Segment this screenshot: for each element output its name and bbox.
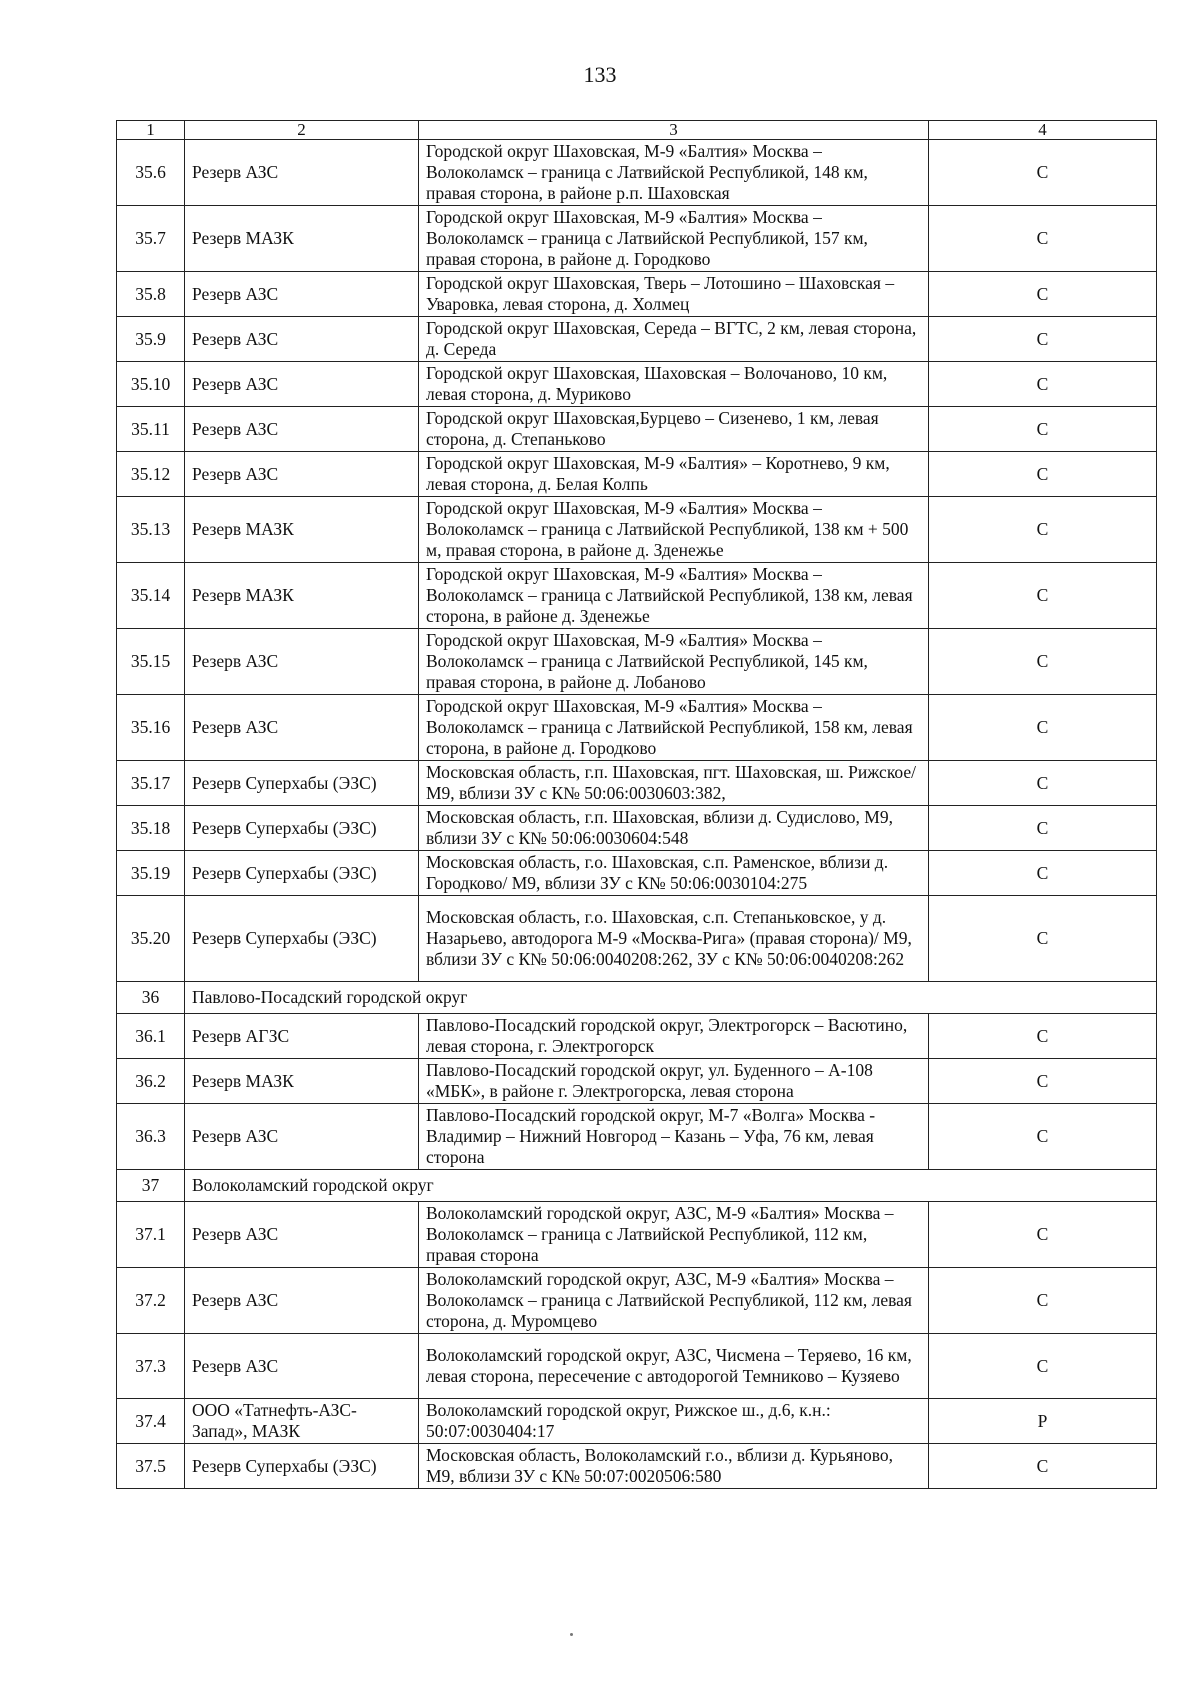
object-name: Резерв АЗС xyxy=(185,1202,419,1268)
object-address: Городской округ Шаховская, М-9 «Балтия» Москва – Волоколамск – граница с Латвийской Республикой, 138 км + 500 м, правая сторона, в районе д. Зденежье xyxy=(419,497,929,563)
category-code: С xyxy=(929,140,1157,206)
row-number: 36.1 xyxy=(117,1014,185,1059)
object-name: Резерв АЗС xyxy=(185,272,419,317)
object-name: Резерв АЗС xyxy=(185,1268,419,1334)
object-name: Резерв АЗС xyxy=(185,629,419,695)
object-name: Резерв Суперхабы (ЭЗС) xyxy=(185,896,419,982)
table-row xyxy=(117,761,1157,806)
object-name: Резерв АЗС xyxy=(185,695,419,761)
object-address: Павлово-Посадский городской округ, Электрогорск – Васютино, левая сторона, г. Электрогорск xyxy=(419,1014,929,1059)
row-number: 35.17 xyxy=(117,761,185,806)
object-address: Городской округ Шаховская, М-9 «Балтия» – Коротнево, 9 км, левая сторона, д. Белая Колпь xyxy=(419,452,929,497)
category-code: С xyxy=(929,1014,1157,1059)
object-address: Городской округ Шаховская, М-9 «Балтия» Москва – Волоколамск – граница с Латвийской Республикой, 145 км, правая сторона, в районе д. Лобаново xyxy=(419,629,929,695)
object-name: Резерв АЗС xyxy=(185,317,419,362)
category-code: Р xyxy=(929,1399,1157,1444)
category-code: С xyxy=(929,851,1157,896)
row-number: 35.8 xyxy=(117,272,185,317)
group-row xyxy=(117,982,1157,1014)
category-code: С xyxy=(929,497,1157,563)
object-address: Московская область, г.п. Шаховская, пгт. Шаховская, ш. Рижское/ М9, вблизи ЗУ с К№ 50:06:0030603:382, xyxy=(419,761,929,806)
object-address: Московская область, г.о. Шаховская, с.п. Раменское, вблизи д. Городково/ М9, вблизи ЗУ с К№ 50:06:0030104:275 xyxy=(419,851,929,896)
table-row xyxy=(117,1399,1157,1444)
object-address: Московская область, г.п. Шаховская, вблизи д. Судислово, М9, вблизи ЗУ с К№ 50:06:0030604:548 xyxy=(419,806,929,851)
row-number: 37.2 xyxy=(117,1268,185,1334)
group-number: 36 xyxy=(117,982,185,1014)
object-name: Резерв АГЗС xyxy=(185,1014,419,1059)
table-row xyxy=(117,896,1157,982)
category-code: С xyxy=(929,362,1157,407)
row-number: 35.16 xyxy=(117,695,185,761)
object-address: Городской округ Шаховская, Середа – ВГТС, 2 км, левая сторона, д. Середа xyxy=(419,317,929,362)
object-name: Резерв АЗС xyxy=(185,1334,419,1399)
row-number: 37.3 xyxy=(117,1334,185,1399)
row-number: 35.12 xyxy=(117,452,185,497)
row-number: 37.4 xyxy=(117,1399,185,1444)
row-number: 35.11 xyxy=(117,407,185,452)
registry-table-body xyxy=(117,121,1157,1489)
category-code: С xyxy=(929,806,1157,851)
row-number: 35.15 xyxy=(117,629,185,695)
table-row xyxy=(117,452,1157,497)
category-code: С xyxy=(929,317,1157,362)
category-code: С xyxy=(929,1268,1157,1334)
object-address: Павлово-Посадский городской округ, ул. Буденного – А-108 «МБК», в районе г. Электрогорска, левая сторона xyxy=(419,1059,929,1104)
object-name: Резерв АЗС xyxy=(185,407,419,452)
table-row xyxy=(117,1202,1157,1268)
table-row xyxy=(117,1444,1157,1489)
table-row xyxy=(117,317,1157,362)
row-number: 35.9 xyxy=(117,317,185,362)
category-code: С xyxy=(929,407,1157,452)
object-name: Резерв АЗС xyxy=(185,1104,419,1170)
object-name: Резерв МАЗК xyxy=(185,563,419,629)
group-row xyxy=(117,1170,1157,1202)
object-address: Волоколамский городской округ, АЗС, М-9 «Балтия» Москва – Волоколамск – граница с Латвийской Республикой, 112 км, левая сторона, д. Муромцево xyxy=(419,1268,929,1334)
object-name: Резерв МАЗК xyxy=(185,1059,419,1104)
table-row xyxy=(117,695,1157,761)
table-row xyxy=(117,1334,1157,1399)
table-row xyxy=(117,497,1157,563)
object-address: Волоколамский городской округ, Рижское ш., д.6, к.н.: 50:07:0030404:17 xyxy=(419,1399,929,1444)
row-number: 37.1 xyxy=(117,1202,185,1268)
object-address: Городской округ Шаховская, М-9 «Балтия» Москва – Волоколамск – граница с Латвийской Республикой, 158 км, левая сторона, в районе д. Городково xyxy=(419,695,929,761)
row-number: 35.7 xyxy=(117,206,185,272)
object-name: Резерв Суперхабы (ЭЗС) xyxy=(185,1444,419,1489)
object-name: Резерв АЗС xyxy=(185,452,419,497)
table-row xyxy=(117,851,1157,896)
object-address: Городской округ Шаховская, М-9 «Балтия» Москва – Волоколамск – граница с Латвийской Республикой, 157 км, правая сторона, в районе д. Городково xyxy=(419,206,929,272)
table-row xyxy=(117,206,1157,272)
object-address: Волоколамский городской округ, АЗС, Чисмена – Теряево, 16 км, левая сторона, пересечение с автодорогой Темниково – Кузяево xyxy=(419,1334,929,1399)
group-title: Волоколамский городской округ xyxy=(185,1170,1157,1202)
category-code: С xyxy=(929,629,1157,695)
object-name: Резерв Суперхабы (ЭЗС) xyxy=(185,806,419,851)
object-name: Резерв МАЗК xyxy=(185,206,419,272)
column-header-4: 4 xyxy=(929,121,1157,140)
category-code: С xyxy=(929,563,1157,629)
object-address: Городской округ Шаховская,Бурцево – Сизенево, 1 км, левая сторона, д. Степаньково xyxy=(419,407,929,452)
object-address: Московская область, Волоколамский г.о., вблизи д. Курьяново, М9, вблизи ЗУ с К№ 50:07:0020506:580 xyxy=(419,1444,929,1489)
column-header-3: 3 xyxy=(419,121,929,140)
table-row xyxy=(117,140,1157,206)
category-code: С xyxy=(929,1202,1157,1268)
object-address: Городской округ Шаховская, Тверь – Лотошино – Шаховская – Уваровка, левая сторона, д. Холмец xyxy=(419,272,929,317)
table-row xyxy=(117,407,1157,452)
category-code: С xyxy=(929,761,1157,806)
table-row xyxy=(117,1268,1157,1334)
category-code: С xyxy=(929,206,1157,272)
object-name: Резерв МАЗК xyxy=(185,497,419,563)
category-code: С xyxy=(929,1334,1157,1399)
category-code: С xyxy=(929,695,1157,761)
row-number: 35.13 xyxy=(117,497,185,563)
scan-speck xyxy=(570,1633,573,1636)
category-code: С xyxy=(929,272,1157,317)
table-row xyxy=(117,806,1157,851)
table-row xyxy=(117,1014,1157,1059)
object-name: ООО «Татнефть-АЗС-Запад», МАЗК xyxy=(185,1399,419,1444)
row-number: 36.3 xyxy=(117,1104,185,1170)
table-row xyxy=(117,563,1157,629)
row-number: 35.14 xyxy=(117,563,185,629)
group-title: Павлово-Посадский городской округ xyxy=(185,982,1157,1014)
column-header-1: 1 xyxy=(117,121,185,140)
table-row xyxy=(117,362,1157,407)
row-number: 37.5 xyxy=(117,1444,185,1489)
object-address: Городской округ Шаховская, М-9 «Балтия» Москва – Волоколамск – граница с Латвийской Республикой, 148 км, правая сторона, в районе р.п. Шаховская xyxy=(419,140,929,206)
category-code: С xyxy=(929,1059,1157,1104)
row-number: 35.20 xyxy=(117,896,185,982)
object-name: Резерв АЗС xyxy=(185,140,419,206)
table-row xyxy=(117,629,1157,695)
object-address: Московская область, г.о. Шаховская, с.п. Степаньковское, у д. Назарьево, автодорога М-9 «Москва-Рига» (правая сторона)/ М9, вблизи ЗУ с К№ 50:06:0040208:262, ЗУ с К№ 50:06:0040208:262 xyxy=(419,896,929,982)
row-number: 35.10 xyxy=(117,362,185,407)
row-number: 35.19 xyxy=(117,851,185,896)
object-address: Волоколамский городской округ, АЗС, М-9 «Балтия» Москва – Волоколамск – граница с Латвийской Республикой, 112 км, правая сторона xyxy=(419,1202,929,1268)
group-number: 37 xyxy=(117,1170,185,1202)
object-address: Павлово-Посадский городской округ, М-7 «Волга» Москва - Владимир – Нижний Новгород – Казань – Уфа, 76 км, левая сторона xyxy=(419,1104,929,1170)
table-row xyxy=(117,1059,1157,1104)
object-address: Городской округ Шаховская, Шаховская – Волочаново, 10 км, левая сторона, д. Муриково xyxy=(419,362,929,407)
page-number: 133 xyxy=(583,62,617,87)
object-name: Резерв АЗС xyxy=(185,362,419,407)
column-header-2: 2 xyxy=(185,121,419,140)
object-name: Резерв Суперхабы (ЭЗС) xyxy=(185,761,419,806)
row-number: 35.18 xyxy=(117,806,185,851)
object-address: Городской округ Шаховская, М-9 «Балтия» Москва – Волоколамск – граница с Латвийской Республикой, 138 км, левая сторона, в районе д. Зденежье xyxy=(419,563,929,629)
column-number-row xyxy=(117,121,1157,140)
registry-table xyxy=(116,120,1157,1489)
table-row xyxy=(117,1104,1157,1170)
category-code: С xyxy=(929,1104,1157,1170)
row-number: 36.2 xyxy=(117,1059,185,1104)
category-code: С xyxy=(929,452,1157,497)
category-code: С xyxy=(929,896,1157,982)
category-code: С xyxy=(929,1444,1157,1489)
row-number: 35.6 xyxy=(117,140,185,206)
table-row xyxy=(117,272,1157,317)
object-name: Резерв Суперхабы (ЭЗС) xyxy=(185,851,419,896)
